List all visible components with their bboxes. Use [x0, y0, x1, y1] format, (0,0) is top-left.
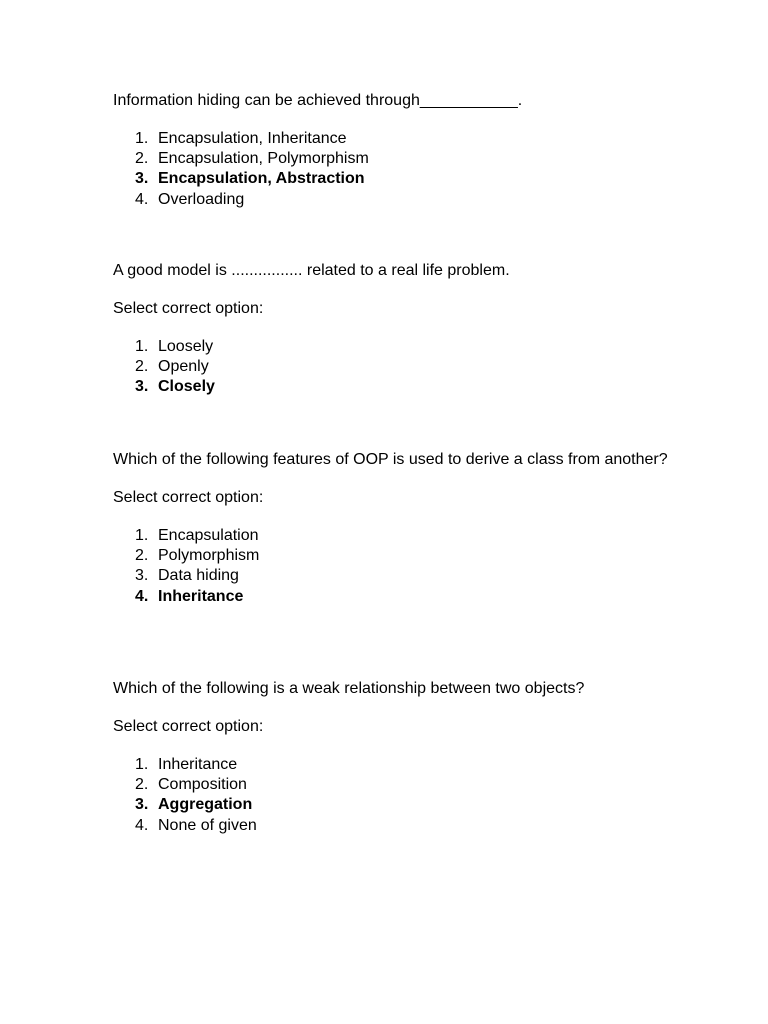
- option-text: Overloading: [158, 190, 245, 208]
- select-option-prompt: Select correct option:: [113, 718, 264, 735]
- option-item: [113, 816, 673, 836]
- option-number: 4.: [135, 816, 149, 834]
- option-item: [113, 357, 673, 377]
- option-list: [113, 526, 673, 607]
- option-number: 4.: [135, 190, 149, 208]
- question-text: Information hiding can be achieved through___________.: [113, 92, 523, 109]
- question-text: Which of the following features of OOP is used to derive a class from another?: [113, 451, 668, 468]
- option-number: 3.: [135, 378, 149, 396]
- option-item: [113, 337, 673, 357]
- option-item-correct: [113, 377, 673, 397]
- option-text: Encapsulation, Polymorphism: [158, 150, 369, 168]
- option-item: [113, 149, 673, 169]
- option-item-correct: [113, 169, 673, 189]
- question-text: Which of the following is a weak relationship between two objects?: [113, 680, 585, 697]
- option-text: Encapsulation: [158, 527, 259, 544]
- option-number: 3.: [135, 567, 149, 585]
- option-number: 2.: [135, 547, 149, 565]
- question-block: [113, 450, 673, 607]
- option-number: 1.: [135, 130, 149, 147]
- option-number: 1.: [135, 338, 149, 355]
- option-item: [113, 546, 673, 566]
- select-option-prompt: Select correct option:: [113, 489, 264, 506]
- option-item: [113, 190, 673, 210]
- question-text: A good model is ................ related to a real life problem.: [113, 262, 510, 279]
- option-number: 2.: [135, 150, 149, 168]
- option-number: 1.: [135, 527, 149, 544]
- option-number: 2.: [135, 358, 149, 376]
- question-block: [113, 261, 673, 398]
- option-list: [113, 755, 673, 836]
- option-text: Closely: [158, 378, 215, 396]
- option-item: [113, 129, 673, 149]
- option-number: 2.: [135, 776, 149, 794]
- option-text: Composition: [158, 776, 247, 794]
- option-item: [113, 566, 673, 586]
- option-text: Encapsulation, Inheritance: [158, 130, 347, 147]
- option-text: Inheritance: [158, 587, 244, 605]
- question-block: [113, 91, 673, 210]
- option-item: [113, 526, 673, 546]
- option-text: Polymorphism: [158, 547, 260, 565]
- option-number: 4.: [135, 587, 149, 605]
- option-item-correct: [113, 795, 673, 815]
- option-number: 3.: [135, 170, 149, 188]
- question-block: [113, 679, 673, 836]
- option-number: 3.: [135, 796, 149, 814]
- option-item: [113, 755, 673, 775]
- option-text: Loosely: [158, 338, 214, 355]
- option-item-correct: [113, 587, 673, 607]
- option-text: Data hiding: [158, 567, 239, 585]
- option-text: Openly: [158, 358, 209, 376]
- select-option-prompt: Select correct option:: [113, 300, 264, 317]
- option-list: [113, 129, 673, 210]
- option-item: [113, 775, 673, 795]
- option-text: Encapsulation, Abstraction: [158, 170, 365, 188]
- option-text: None of given: [158, 816, 257, 834]
- option-text: Inheritance: [158, 756, 238, 773]
- option-list: [113, 337, 673, 398]
- option-number: 1.: [135, 756, 149, 773]
- option-text: Aggregation: [158, 796, 253, 814]
